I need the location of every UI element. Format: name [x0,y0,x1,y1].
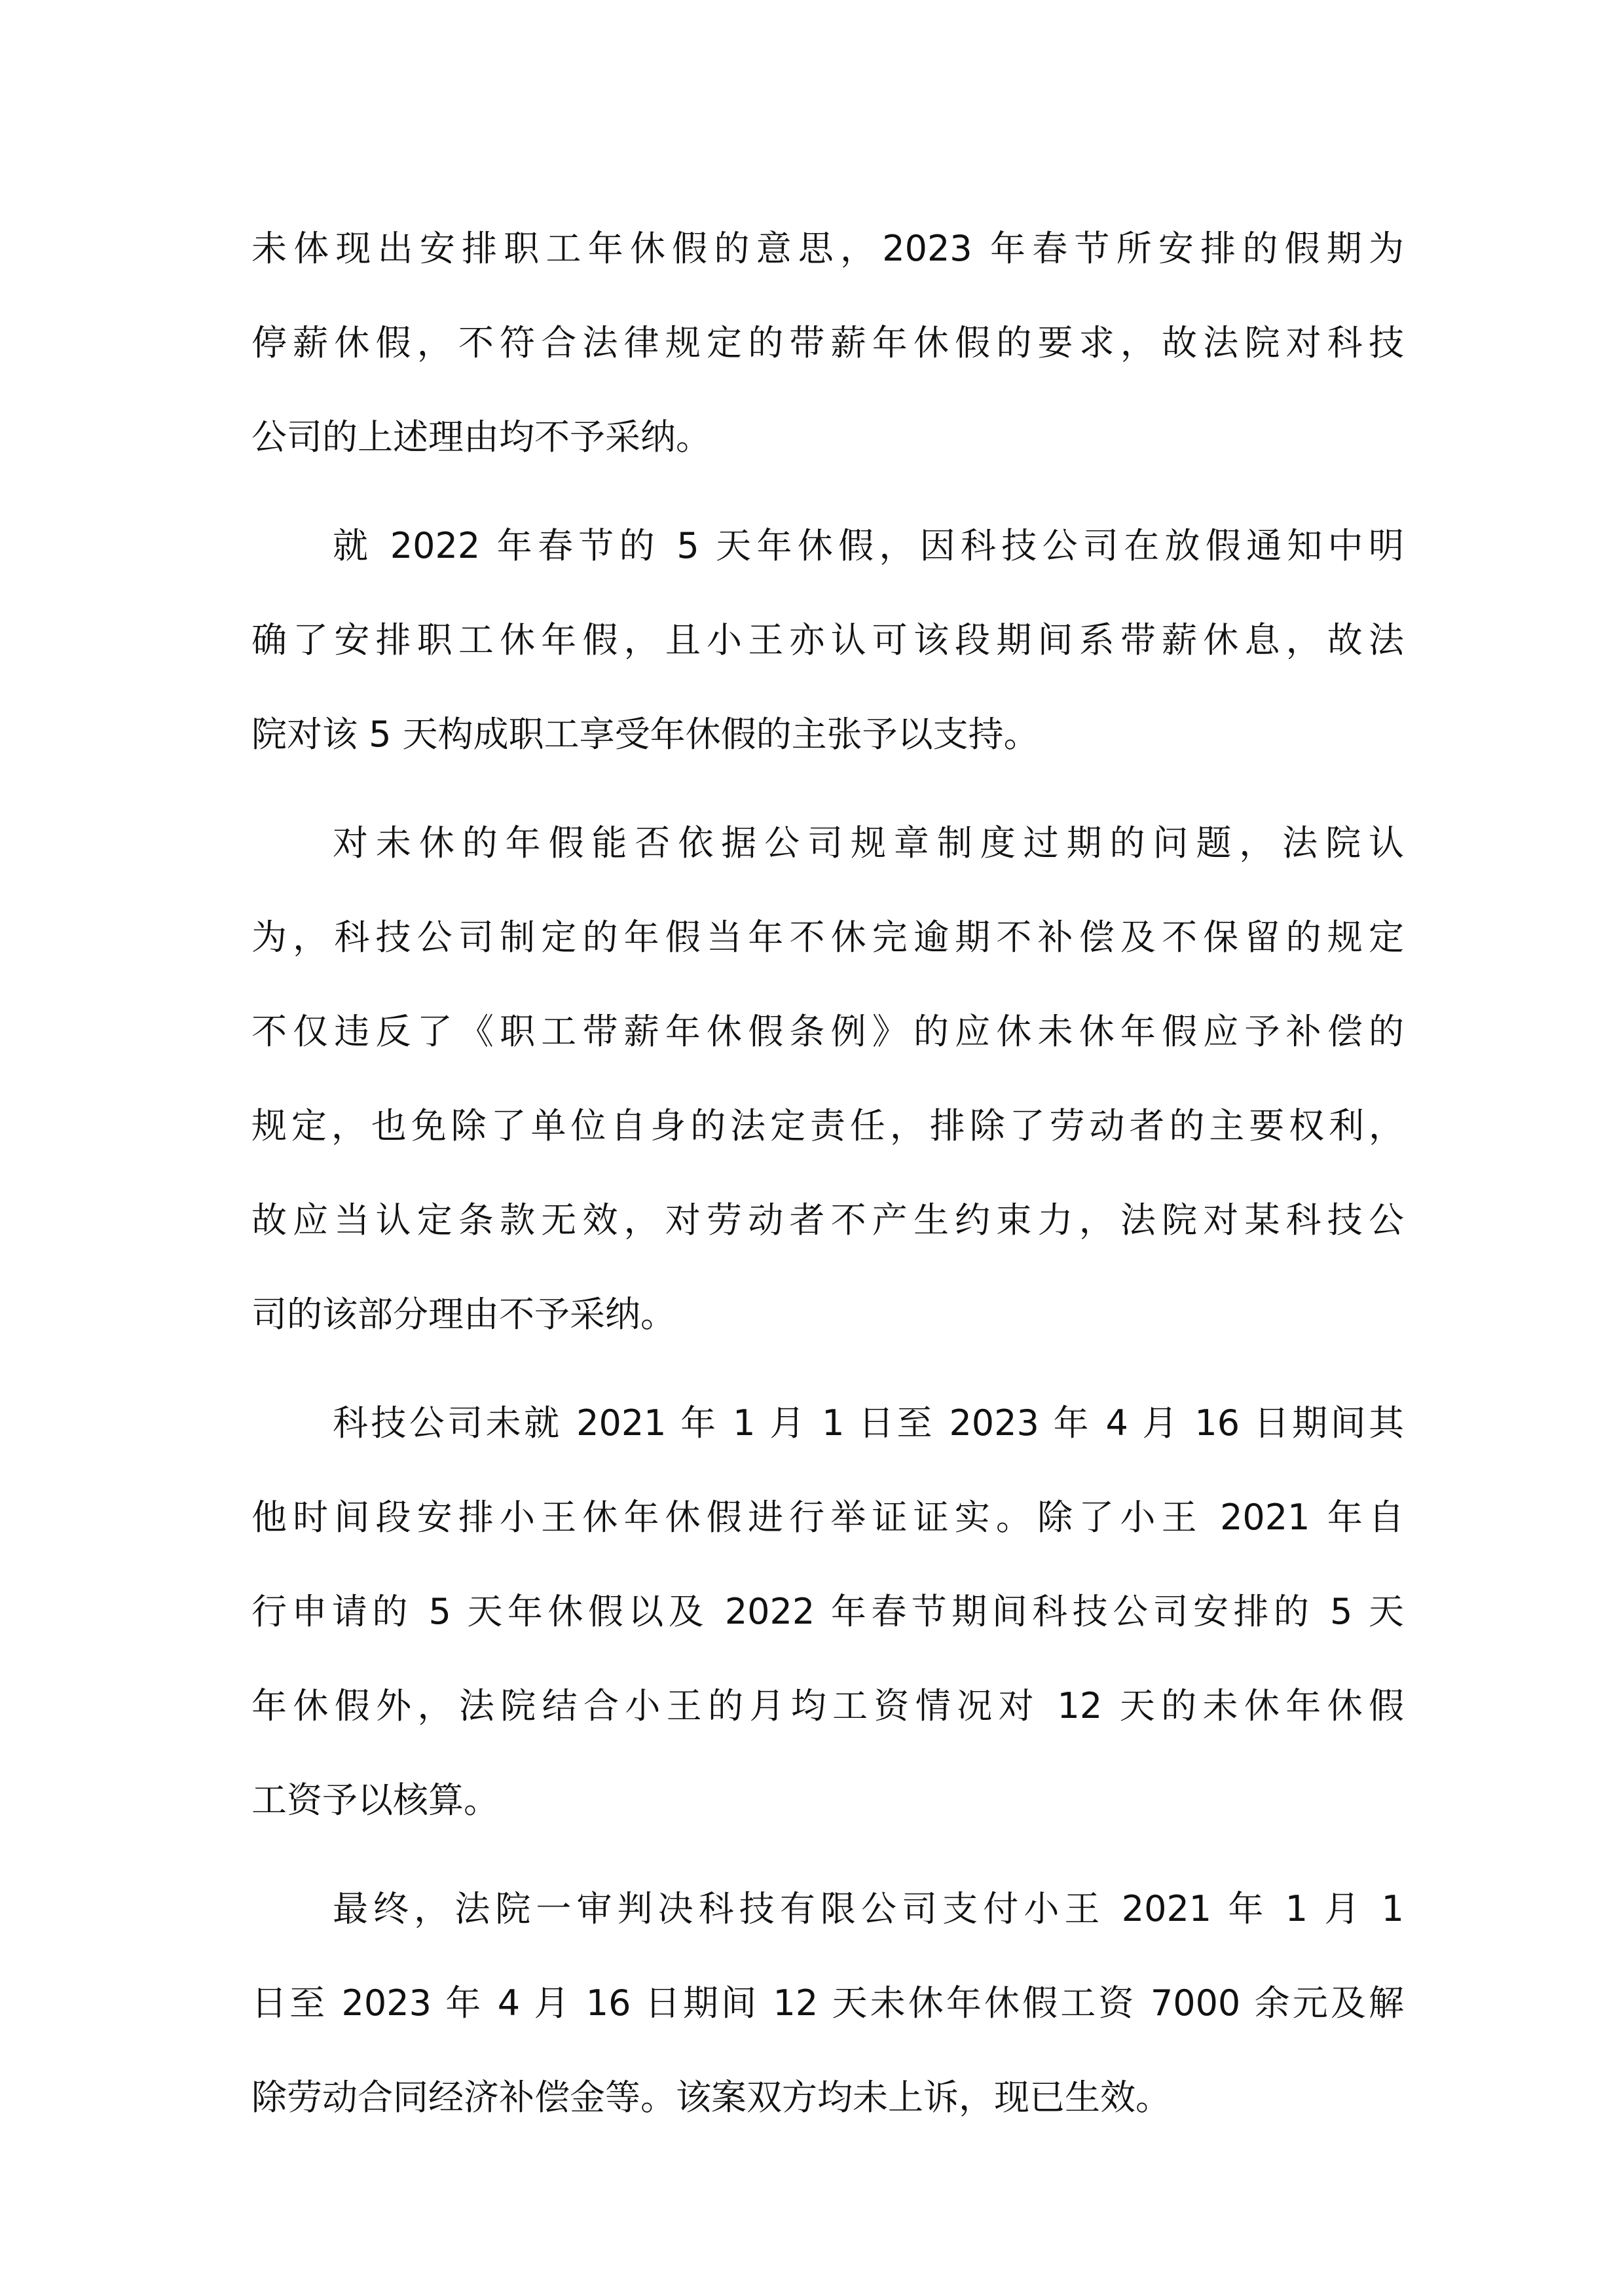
paragraph-evidence [251,1376,1404,1848]
text-line: 停薪休假，不符合法律规定的带薪年休假的要求，故法院对科技 [251,322,1404,363]
text-line: 年休假外，法院结合小王的月均工资情况对 12 天的未休年休假 [251,1685,1404,1726]
document-body [251,202,1404,2159]
text-line: 日至 2023 年 4 月 16 日期间 12 天未休年休假工资 7000 余元及解 [251,1982,1404,2024]
text-line: 故应当认定条款无效，对劳动者不产生约束力，法院对某科技公 [251,1199,1404,1241]
text-line: 对未休的年假能否依据公司规章制度过期的问题，法院认 [333,822,1404,864]
text-line: 他时间段安排小王休年休假进行举证证实。除了小王 2021 年自 [251,1497,1404,1538]
paragraph-expired-leave [251,796,1404,1362]
text-line: 为，科技公司制定的年假当年不休完逾期不补偿及不保留的规定 [251,917,1404,958]
text-line: 公司的上述理由均不予采纳。 [251,416,711,458]
text-line: 院对该 5 天构成职工享受年休假的主张予以支持。 [251,714,1039,755]
text-line: 确了安排职工休年假，且小王亦认可该段期间系带薪休息，故法 [251,619,1404,661]
paragraph-2022-spring-festival [251,499,1404,782]
text-line: 就 2022 年春节的 5 天年休假，因科技公司在放假通知中明 [333,525,1404,566]
text-line: 工资予以核算。 [251,1779,499,1821]
text-line: 未体现出安排职工年休假的意思，2023 年春节所安排的假期为 [251,228,1404,269]
paragraph-continuation [251,202,1404,484]
text-line: 最终，法院一审判决科技有限公司支付小王 2021 年 1 月 1 [333,1888,1404,1929]
text-line: 司的该部分理由不予采纳。 [251,1294,676,1335]
paragraph-judgment [251,1862,1404,2145]
text-line: 除劳动合同经济补偿金等。该案双方均未上诉，现已生效。 [251,2077,1171,2118]
text-line: 不仅违反了《职工带薪年休假条例》的应休未休年假应予补偿的 [251,1011,1404,1052]
text-line: 行申请的 5 天年休假以及 2022 年春节期间科技公司安排的 5 天 [251,1591,1404,1632]
text-line: 科技公司未就 2021 年 1 月 1 日至 2023 年 4 月 16 日期间其 [333,1402,1404,1444]
text-line: 规定，也免除了单位自身的法定责任，排除了劳动者的主要权利， [251,1105,1404,1146]
